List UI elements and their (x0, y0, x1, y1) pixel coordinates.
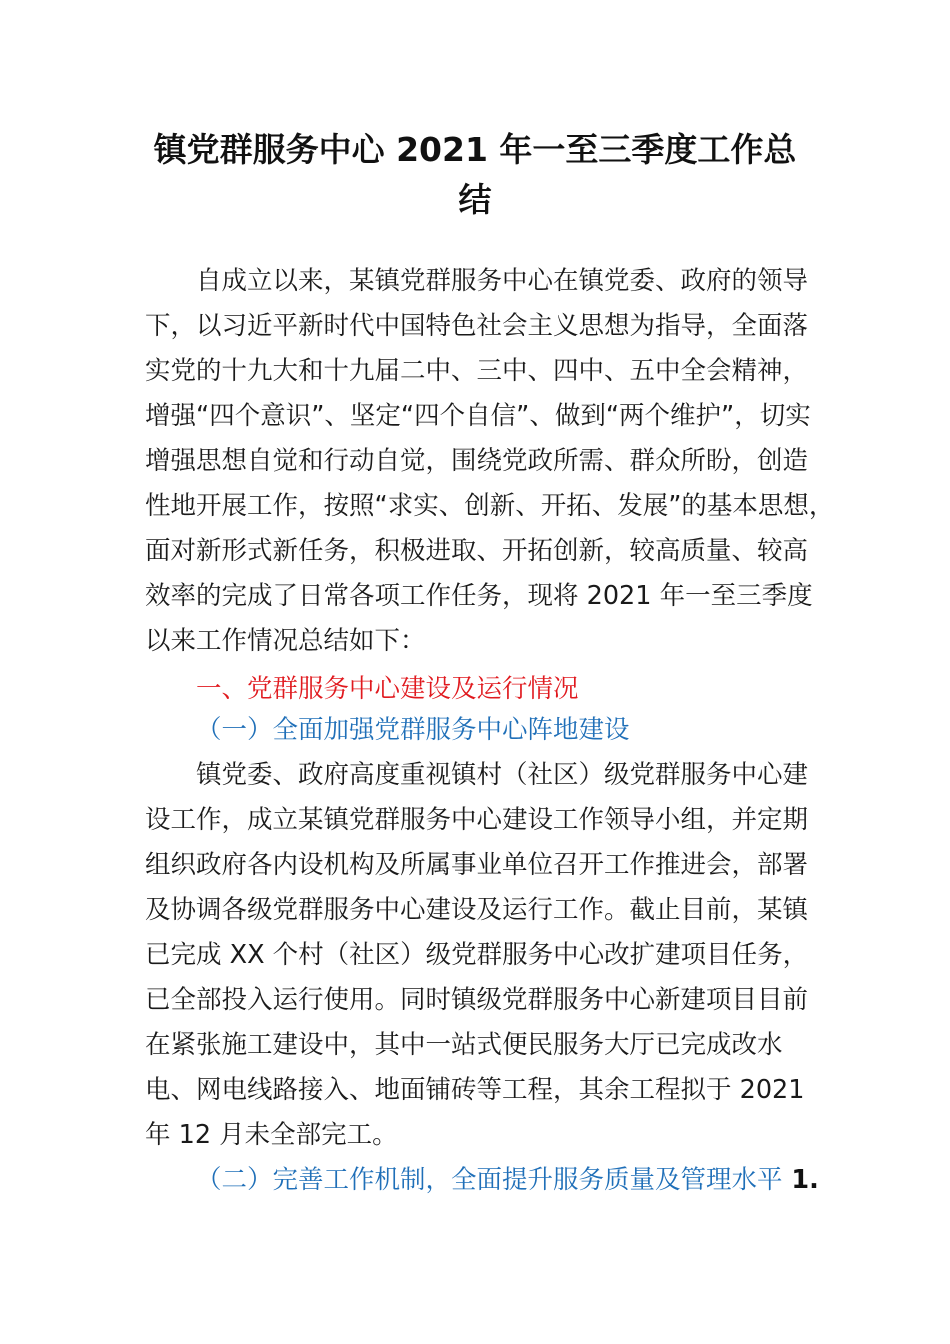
paragraph-line: 电、网电线路接入、地面铺砖等工程，其余工程拟于 2021 (145, 1075, 805, 1105)
paragraph-line: 面对新形式新任务，积极进取、开拓创新，较高质量、较高 (145, 536, 809, 566)
document-title-continuation: 结 (458, 180, 492, 219)
paragraph-line: 年 12 月未全部完工。 (145, 1120, 398, 1150)
document-title: 镇党群服务中心 2021 年一至三季度工作总 (153, 130, 797, 169)
paragraph-line: 已全部投入运行使用。同时镇级党群服务中心新建项目目前 (145, 985, 809, 1015)
paragraph-line: 实党的十九大和十九届二中、三中、四中、五中全会精神， (145, 356, 809, 386)
paragraph-line: 下，以习近平新时代中国特色社会主义思想为指导，全面落 (145, 311, 809, 341)
paragraph-line: 设工作，成立某镇党群服务中心建设工作领导小组，并定期 (145, 805, 809, 835)
paragraph-line: 效率的完成了日常各项工作任务，现将 2021 年一至三季度 (145, 581, 813, 611)
paragraph-line: 已完成 XX 个村（社区）级党群服务中心改扩建项目任务， (145, 940, 809, 970)
paragraph-line: 性地开展工作，按照“求实、创新、开拓、发展”的基本思想， (145, 491, 835, 521)
paragraph-line: 增强思想自觉和行动自觉，围绕党政所需、群众所盼，创造 (145, 446, 809, 476)
list-number: 1. (782, 1165, 819, 1195)
paragraph-line: 及协调各级党群服务中心建设及运行工作。截止目前，某镇 (145, 895, 809, 925)
paragraph-line: 增强“四个意识”、坚定“四个自信”、做到“两个维护”，切实 (145, 401, 811, 431)
section-heading: 一、党群服务中心建设及运行情况 (196, 674, 579, 704)
subsection-heading-text: （二）完善工作机制，全面提升服务质量及管理水平 (196, 1165, 783, 1195)
paragraph-line: 自成立以来，某镇党群服务中心在镇党委、政府的领导 (196, 266, 809, 296)
paragraph-line: 在紧张施工建设中，其中一站式便民服务大厅已完成改水 (145, 1030, 783, 1060)
subsection-heading: （一）全面加强党群服务中心阵地建设 (196, 715, 630, 745)
paragraph-line: 镇党委、政府高度重视镇村（社区）级党群服务中心建 (196, 760, 809, 790)
paragraph-line: 组织政府各内设机构及所属事业单位召开工作推进会，部署 (145, 850, 809, 880)
subsection-heading (196, 1158, 876, 1202)
paragraph-line: 以来工作情况总结如下： (145, 626, 426, 656)
